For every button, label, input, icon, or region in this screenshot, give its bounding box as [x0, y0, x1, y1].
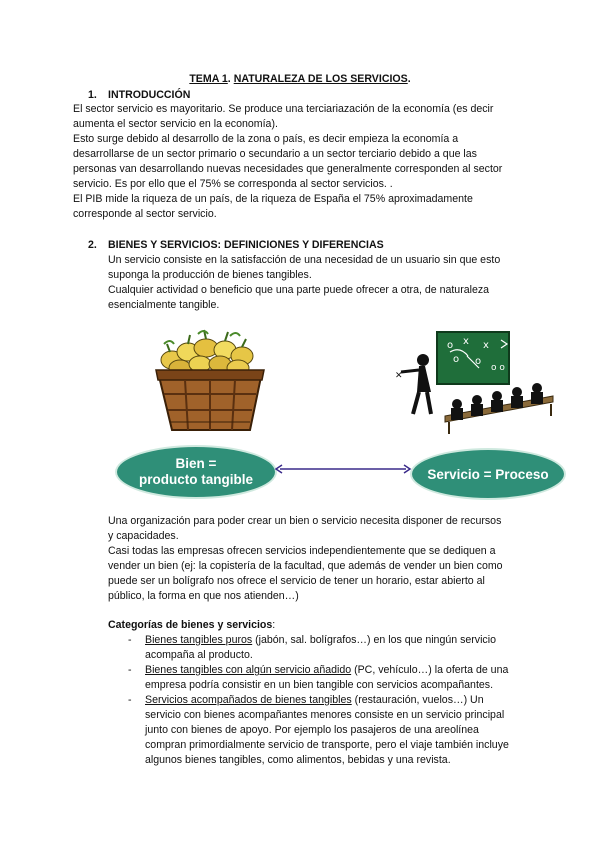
svg-text:o o: o o — [491, 363, 505, 373]
text-line: puede ser un bolígrafo nos ofrece el servicio de tener un horario, estar abierto al — [108, 575, 485, 587]
bien-label-1: Bien = — [175, 456, 217, 471]
organization-paragraph — [108, 514, 503, 604]
svg-text:✕: ✕ — [395, 371, 403, 381]
section-2-body — [108, 253, 500, 313]
category-description: (restauración, vuelos…) Un — [351, 694, 484, 706]
text-line: suponga la producción de bienes tangibles. — [108, 269, 312, 281]
fruit-pile — [161, 330, 253, 376]
list-item — [145, 663, 508, 693]
section-1-body — [73, 102, 502, 222]
section-2-heading: BIENES Y SERVICIOS: DEFINICIONES Y DIFERENCIAS — [108, 239, 384, 251]
double-arrow-icon — [274, 460, 412, 478]
text-line: Casi todas las empresas ofrecen servicios independientemente que se dediquen a — [108, 545, 496, 557]
svg-text:x: x — [463, 336, 469, 347]
svg-text:o: o — [447, 340, 454, 351]
text-line: empresa podría consistir en un bien tangible con servicios acompañantes. — [145, 679, 494, 691]
text-line: algunos bienes tangibles, como alimentos, bebidas y una revista. — [145, 754, 451, 766]
text-line: aumenta el sector servicio en la economía). — [73, 118, 278, 130]
list-item — [145, 633, 496, 663]
title-dot: . — [227, 73, 234, 85]
categories-colon: : — [272, 619, 276, 631]
list-item-dash: - — [128, 694, 132, 706]
category-description: (jabón, sal. bolígrafos…) en los que ningún servicio — [252, 634, 496, 646]
category-term: Servicios acompañados de bienes tangibles — [145, 694, 352, 706]
section-1-heading: INTRODUCCIÓN — [108, 89, 191, 101]
document-title — [0, 73, 600, 85]
basket-body — [156, 370, 264, 430]
text-line: Esto surge debido al desarrollo de la zona o país, es decir empieza la economía a — [73, 133, 459, 145]
title-rest: NATURALEZA DE LOS SERVICIOS — [233, 73, 408, 85]
servicio-oval — [410, 448, 566, 500]
text-line: servicio con bienes acompañantes menores consiste en un servicio principal — [145, 709, 505, 721]
svg-text:x: x — [483, 340, 489, 351]
list-item — [145, 693, 509, 768]
text-line: Cualquier actividad o beneficio que una parte puede ofrecer a otra, de naturaleza — [108, 284, 490, 296]
categories-heading — [108, 618, 275, 633]
text-line: El PIB mide la riqueza de un país, de la riqueza de España el 75% aproximadamente — [73, 193, 473, 205]
bien-label-2: producto tangible — [139, 472, 253, 487]
servicio-label: Servicio = Proceso — [427, 466, 549, 482]
title-prefix: TEMA 1 — [189, 73, 228, 85]
classroom-icon — [395, 330, 555, 440]
text-line: servicio. Es por ello que el 75% se corresponda al sector servicios. . — [73, 178, 393, 190]
fruit-basket-icon — [150, 322, 270, 437]
svg-text:o: o — [475, 356, 482, 367]
text-line: vender un bien (ej: la copistería de la facultad, que además de vender un bien como — [108, 560, 503, 572]
text-line: y capacidades. — [108, 530, 179, 542]
category-description: (PC, vehículo…) la oferta de una — [351, 664, 509, 676]
students-row — [445, 383, 553, 434]
text-line: junto con bienes de apoyo. Por ejemplo los pasajeros de una areolínea — [145, 724, 479, 736]
text-line: acompaña al producto. — [145, 649, 253, 661]
text-line: esencialmente tangible. — [108, 299, 220, 311]
title-end: . — [407, 73, 411, 85]
text-line: compran primordialmente servicio de transporte, pero el viaje también incluye — [145, 739, 509, 751]
text-line: Una organización para poder crear un bien o servicio necesita disponer de recursos — [108, 515, 502, 527]
text-line: desarrollarse de un sector primario o secundario a un sector terciario debido a que las — [73, 148, 477, 160]
section-2-number: 2. — [88, 239, 97, 251]
svg-text:o: o — [453, 354, 460, 365]
bien-oval — [115, 445, 277, 499]
category-term: Bienes tangibles con algún servicio añadido — [145, 664, 352, 676]
chalkboard — [437, 332, 509, 384]
text-line: personas van desarrollando nuevas necesidades que generalmente corresponden al sector — [73, 163, 503, 175]
text-line: corresponde al sector servicio. — [73, 208, 217, 220]
text-line: público, la forma en que nos atienden…) — [108, 590, 299, 602]
section-1-number: 1. — [88, 89, 97, 101]
text-line: Un servicio consiste en la satisfacción de una necesidad de un usuario sin que esto — [108, 254, 501, 266]
category-term: Bienes tangibles puros — [145, 634, 253, 646]
text-line: El sector servicio es mayoritario. Se produce una terciariazación de la economía (es decir — [73, 103, 494, 115]
teacher-figure — [395, 354, 431, 414]
list-item-dash: - — [128, 664, 132, 676]
categories-heading-text: Categorías de bienes y servicios — [108, 619, 273, 631]
list-item-dash: - — [128, 634, 132, 646]
